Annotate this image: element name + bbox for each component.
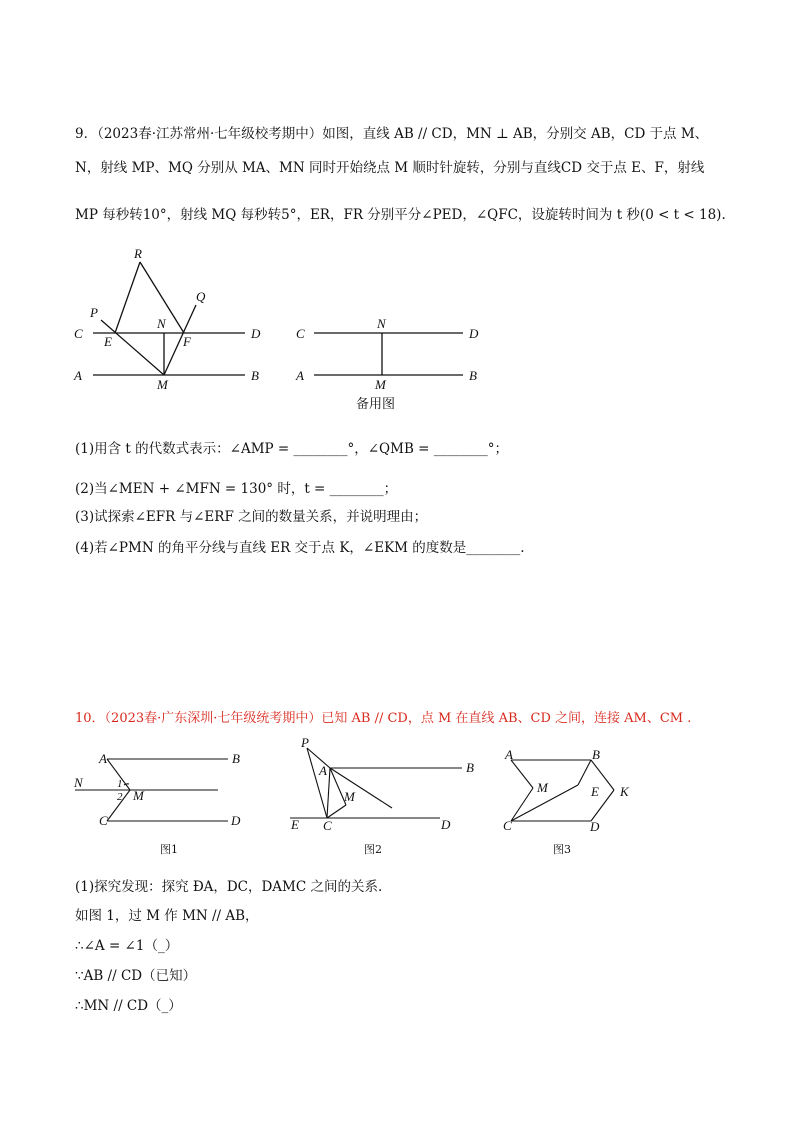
q10-figure-2 (290, 748, 462, 818)
q9-sub-1: (1)用含 t 的代数式表示：∠AMP = ________°，∠QMB = ________°； (75, 441, 509, 457)
q9-f2-label-A: A (296, 368, 304, 383)
q9-line-2: N，射线 MP、MQ 分别从 MA、MN 同时开始绕点 M 顺时针旋转，分别与直线CD 交于点 E、F，射线 (75, 160, 705, 176)
q9-sub-2: (2)当∠MEN + ∠MFN = 130° 时，t = ________； (75, 481, 398, 497)
q10-f1-label-2: 2 (117, 791, 123, 803)
q10-f1-label-N: N (74, 775, 83, 790)
q10-caption-1: 图1 (160, 843, 178, 856)
q10-f2-label-B: B (466, 760, 474, 775)
q10-f3-label-C: C (503, 818, 512, 833)
q9-backup-figure (314, 333, 463, 375)
q10-f3-label-A: A (505, 747, 513, 762)
q10-caption-3: 图3 (553, 843, 571, 856)
q9-f1-label-D: D (251, 326, 261, 341)
q10-p3: ∴∠A = ∠1（_） (75, 938, 179, 954)
q10-p2: 如图 1，过 M 作 MN // AB， (75, 908, 259, 924)
q9-f2-label-M: M (375, 377, 386, 392)
q10-f1-label-1: 1 (117, 778, 123, 790)
q9-f1-label-A: A (74, 368, 82, 383)
q10-f1-label-B: B (232, 751, 240, 766)
q9-line-1: 9．（2023春·江苏常州·七年级校考期中）如图，直线 AB // CD，MN ⊥ AB，分别交 AB，CD 于点 M、 (75, 126, 709, 142)
q10-f2-label-P: P (301, 735, 309, 750)
q9-f1-label-B: B (251, 368, 259, 383)
q9-line-3: MP 每秒转10°，射线 MQ 每秒转5°，ER，FR 分别平分∠PED，∠QFC，设旋转时间为 t 秒(0 < t < 18). (75, 207, 726, 223)
q10-f2-label-E: E (291, 817, 299, 832)
q9-f1-label-F: F (183, 334, 191, 349)
q9-backup-caption: 备用图 (356, 397, 396, 412)
q9-main-figure (93, 262, 245, 375)
q9-sub-4: (4)若∠PMN 的角平分线与直线 ER 交于点 K，∠EKM 的度数是________. (75, 540, 525, 556)
q9-sub-3: (3)试探索∠EFR 与∠ERF 之间的数量关系，并说明理由； (75, 509, 428, 525)
q10-f3-label-B: B (592, 747, 600, 762)
q10-f2-label-A: A (319, 763, 327, 778)
q9-f2-label-C: C (296, 326, 305, 341)
q10-f2-label-D: D (441, 817, 451, 832)
q10-f3-label-K: K (620, 784, 629, 799)
q9-f2-label-B: B (469, 368, 477, 383)
q10-p1: (1)探究发现：探究 ÐA，DC，DAMC 之间的关系. (75, 879, 383, 895)
q9-f1-label-R: R (134, 246, 142, 261)
q10-f1-label-M: M (133, 788, 144, 803)
q10-f2-label-M: M (344, 789, 355, 804)
q10-f1-label-D: D (231, 813, 241, 828)
q10-caption-2: 图2 (364, 843, 382, 856)
q9-f2-label-D: D (469, 326, 479, 341)
q9-f2-label-N: N (377, 316, 386, 331)
q9-f1-label-N: N (157, 316, 166, 331)
q10-figure-1 (75, 759, 228, 821)
q10-f1-label-C: C (99, 813, 108, 828)
q9-f1-label-P: P (90, 305, 98, 320)
q10-line-1: 10．（2023春·广东深圳·七年级统考期中）已知 AB // CD，点 M 在直线 AB、CD 之间，连接 AM、CM . (75, 711, 692, 726)
q10-f3-label-E: E (591, 784, 599, 799)
q9-f1-label-M: M (157, 377, 168, 392)
q10-p5: ∴MN // CD（_） (75, 998, 182, 1014)
q9-f1-label-C: C (74, 326, 83, 341)
q10-f3-label-M: M (537, 780, 548, 795)
q10-f1-label-A: A (99, 751, 107, 766)
q9-f1-label-Q: Q (196, 289, 206, 304)
q10-f3-label-D: D (590, 819, 600, 834)
q9-f1-label-E: E (104, 334, 112, 349)
q10-p4: ∵AB // CD（已知） (75, 968, 197, 984)
q10-f2-label-C: C (323, 818, 332, 833)
